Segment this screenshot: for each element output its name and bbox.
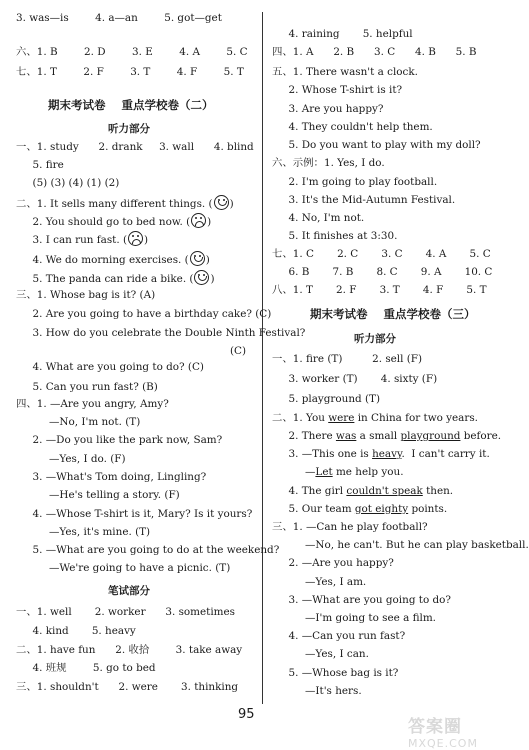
answer-line: 3. —What are you going to do?: [272, 594, 451, 606]
answer-line: —Yes, it's mine. (T): [16, 526, 151, 538]
answer-line: —No, I'm not. (T): [16, 416, 141, 428]
section-heading: 期末考试卷 重点学校卷（三）: [310, 307, 476, 321]
answer-line: 三、1. Whose bag is it? (A): [16, 289, 156, 301]
answer-line: 5. —Whose bag is it?: [272, 667, 399, 679]
answer-line: —I'm going to see a film.: [272, 612, 436, 624]
answer-line: 4. kind 5. heavy: [16, 625, 136, 637]
smile-face-icon: [194, 270, 209, 285]
sad-face-icon: [128, 231, 143, 246]
answer-line: 3. —What's Tom doing, Lingling?: [16, 471, 207, 483]
answer-line: 4. 班规 5. go to bed: [16, 662, 156, 674]
answer-line: —Yes, I can.: [272, 648, 369, 660]
subsection-heading: 笔试部分: [108, 585, 150, 597]
answer-line: 4. raining 5. helpful: [272, 28, 413, 40]
subsection-heading: 听力部分: [108, 123, 150, 135]
answer-line: 5. playground (T): [272, 393, 381, 405]
answer-line: 二、1. It sells many different things. ( ): [16, 195, 234, 210]
answer-line: 6. B 7. B 8. C 9. A 10. C: [272, 266, 493, 278]
answer-line: 3. worker (T) 4. sixty (F): [272, 373, 438, 385]
answer-line: 4. The girl couldn't speak then.: [272, 485, 454, 497]
sad-face-icon: [191, 213, 206, 228]
answer-line: 2. Are you going to have a birthday cake? (C): [16, 308, 272, 320]
answer-line: 5. The panda can ride a bike. ( ): [16, 270, 215, 285]
answer-line: 2. I'm going to play football.: [272, 176, 438, 188]
answer-line: 3. Are you happy?: [272, 103, 384, 115]
answer-line: 5. It finishes at 3:30.: [272, 230, 398, 242]
answer-line: 一、1. well 2. worker 3. sometimes: [16, 606, 236, 618]
answer-line: 一、1. fire (T) 2. sell (F): [272, 353, 423, 365]
smile-face-icon: [190, 251, 205, 266]
answer-line: —Let me help you.: [272, 466, 404, 478]
answer-line: (5) (3) (4) (1) (2): [16, 177, 120, 189]
answer-line: 4. What are you going to do? (C): [16, 361, 204, 373]
answer-line: 二、1. have fun 2. 收拾 3. take away: [16, 644, 243, 656]
answer-line: 3. was—is 4. a—an 5. got—get: [16, 12, 222, 24]
section-heading: 期末考试卷 重点学校卷（二）: [48, 98, 214, 112]
answer-line: 5. Our team got eighty points.: [272, 503, 448, 515]
answer-line: 五、1. There wasn't a clock.: [272, 66, 418, 78]
answer-line: 2. —Do you like the park now, Sam?: [16, 434, 223, 446]
answer-line: 三、1. —Can he play football?: [272, 521, 428, 533]
answer-line: 3. —This one is heavy. I can't carry it.: [272, 448, 490, 460]
answer-line: 八、1. T 2. F 3. T 4. F 5. T: [272, 284, 487, 296]
answer-line: 七、1. C 2. C 3. C 4. A 5. C: [272, 248, 491, 260]
answer-line: —No, he can't. But he can play basketball.: [272, 539, 529, 551]
answer-line: 六、1. B 2. D 3. E 4. A 5. C: [16, 46, 248, 58]
watermark-text: 答案圈: [408, 717, 462, 737]
answer-line: 2. There was a small playground before.: [272, 430, 502, 442]
answer-line: 3. How do you celebrate the Double Ninth Festival?: [16, 327, 306, 339]
answer-line: 二、1. You were in China for two years.: [272, 412, 478, 424]
answer-line: 3. I can run fast. ( ): [16, 231, 148, 246]
answer-line: 5. Can you run fast? (B): [16, 381, 158, 393]
answer-line: 三、1. shouldn't 2. were 3. thinking: [16, 681, 239, 693]
answer-line: (C): [230, 345, 247, 357]
answer-line: 5. Do you want to play with my doll?: [272, 139, 481, 151]
page-number: 95: [238, 707, 255, 722]
answer-line: 3. It's the Mid-Autumn Festival.: [272, 194, 456, 206]
answer-line: 六、示例：1. Yes, I do.: [272, 157, 385, 169]
answer-line: 2. You should go to bed now. ( ): [16, 213, 211, 228]
answer-line: 四、1. A 2. B 3. C 4. B 5. B: [272, 46, 477, 58]
subsection-heading: 听力部分: [354, 333, 396, 345]
answer-line: —We're going to have a picnic. (T): [16, 562, 231, 574]
answer-line: 4. They couldn't help them.: [272, 121, 433, 133]
answer-line: 七、1. T 2. F 3. T 4. F 5. T: [16, 66, 244, 78]
smile-face-icon: [214, 195, 229, 210]
answer-line: 4. —Can you run fast?: [272, 630, 406, 642]
column-divider: [262, 12, 263, 704]
watermark-url: MXQE.COM: [408, 737, 478, 750]
answer-line: 4. No, I'm not.: [272, 212, 365, 224]
answer-line: —It's hers.: [272, 685, 362, 697]
answer-line: 5. fire: [16, 159, 64, 171]
answer-line: —Yes, I do. (F): [16, 453, 126, 465]
answer-line: 一、1. study 2. drank 3. wall 4. blind: [16, 141, 254, 153]
answer-line: —He's telling a story. (F): [16, 489, 180, 501]
answer-line: 4. We do morning exercises. ( ): [16, 251, 210, 266]
watermark-logo: [408, 712, 494, 750]
answer-line: 2. —Are you happy?: [272, 557, 394, 569]
answer-line: 四、1. —Are you angry, Amy?: [16, 398, 169, 410]
answer-line: 4. —Whose T-shirt is it, Mary? Is it yours?: [16, 508, 253, 520]
answer-line: 5. —What are you going to do at the weekend?: [16, 544, 280, 556]
answer-line: —Yes, I am.: [272, 576, 367, 588]
answer-line: 2. Whose T-shirt is it?: [272, 84, 403, 96]
